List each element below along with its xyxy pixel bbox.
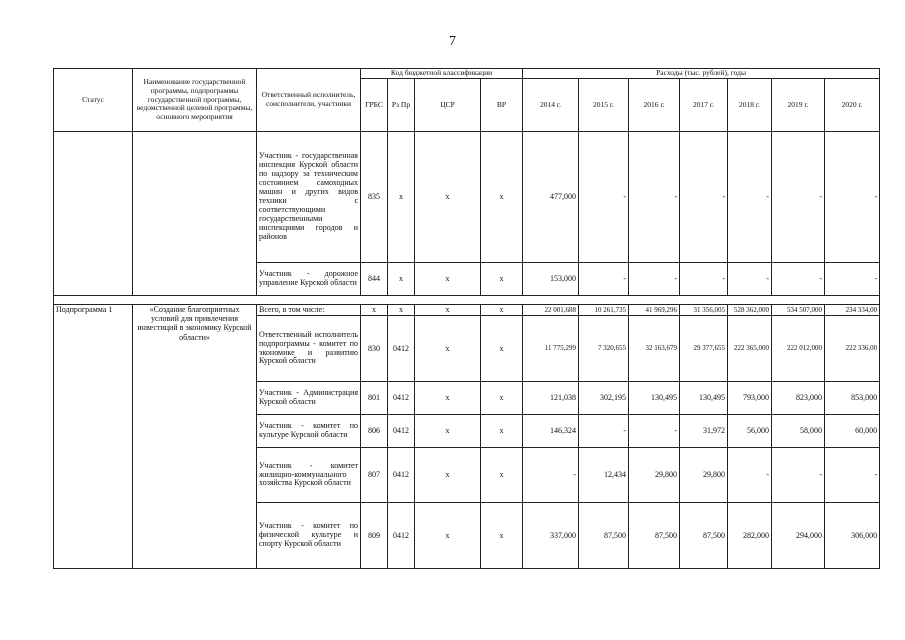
value-cell: - [579, 415, 629, 448]
participant-cell: Участник - комитет по культуре Курской области [257, 415, 361, 448]
value-cell: 87,500 [629, 503, 680, 569]
rzpr-cell: 0412 [388, 503, 415, 569]
subprogram-total-row [54, 305, 880, 316]
subprogram-status: Подпрограмма 1 [54, 305, 133, 569]
vr-cell: x [481, 132, 523, 263]
rzpr-cell: 0412 [388, 382, 415, 415]
rzpr-cell: 0412 [388, 448, 415, 503]
csr-cell: x [415, 132, 481, 263]
value-cell: 41 969,296 [629, 305, 680, 316]
header-year-2015: 2015 г. [579, 79, 629, 132]
grbs-cell: 835 [361, 132, 388, 263]
value-cell: 337,000 [523, 503, 579, 569]
value-cell: - [772, 263, 825, 296]
value-cell: - [629, 263, 680, 296]
value-cell: - [728, 132, 772, 263]
value-cell: - [728, 448, 772, 503]
value-cell: - [680, 263, 728, 296]
header-year-2016: 2016 г. [629, 79, 680, 132]
value-cell: 121,038 [523, 382, 579, 415]
value-cell: 477,000 [523, 132, 579, 263]
grbs-cell: 809 [361, 503, 388, 569]
value-cell: 31 356,005 [680, 305, 728, 316]
value-cell: 294,000 [772, 503, 825, 569]
csr-cell: x [415, 415, 481, 448]
value-cell: - [629, 415, 680, 448]
value-cell: 31,972 [680, 415, 728, 448]
grbs-cell: 806 [361, 415, 388, 448]
value-cell: 234 334,00 [825, 305, 880, 316]
header-year-2017: 2017 г. [680, 79, 728, 132]
value-cell: 130,495 [680, 382, 728, 415]
value-cell: - [825, 263, 880, 296]
csr-cell: x [415, 448, 481, 503]
header-vr: ВР [481, 79, 523, 132]
value-cell: 22 001,688 [523, 305, 579, 316]
value-cell: - [523, 448, 579, 503]
value-cell: 29,800 [680, 448, 728, 503]
grbs-cell: x [361, 305, 388, 316]
subprogram-name: «Создание благоприятных условий для привлечения инвестиций в экономику Курской области» [133, 305, 257, 569]
rzpr-cell: x [388, 263, 415, 296]
header-year-2020: 2020 г. [825, 79, 880, 132]
value-cell: - [579, 132, 629, 263]
value-cell: 146,324 [523, 415, 579, 448]
csr-cell: x [415, 382, 481, 415]
status-cell-empty [54, 132, 133, 296]
header-name: Наименование государственной программы, подпрограммы государственной программы, ведомственной целевой программы, основного мероприятия [133, 69, 257, 132]
value-cell: 222 365,000 [728, 316, 772, 382]
separator-row [54, 296, 880, 305]
value-cell: 56,000 [728, 415, 772, 448]
total-label: Всего, в том числе: [257, 305, 361, 316]
vr-cell: x [481, 382, 523, 415]
header-year-2019: 2019 г. [772, 79, 825, 132]
grbs-cell: 801 [361, 382, 388, 415]
csr-cell: x [415, 263, 481, 296]
header-budget-code: Код бюджетной классификации [361, 69, 523, 79]
value-cell: - [728, 263, 772, 296]
value-cell: 87,500 [579, 503, 629, 569]
vr-cell: x [481, 415, 523, 448]
participant-cell: Участник - комитет жилищно-коммунального хозяйства Курской области [257, 448, 361, 503]
value-cell: 130,495 [629, 382, 680, 415]
rzpr-cell: x [388, 305, 415, 316]
vr-cell: x [481, 448, 523, 503]
value-cell: 60,000 [825, 415, 880, 448]
grbs-cell: 807 [361, 448, 388, 503]
page-number: 7 [449, 34, 456, 49]
value-cell: 32 163,679 [629, 316, 680, 382]
value-cell: 222 012,000 [772, 316, 825, 382]
value-cell: 29,800 [629, 448, 680, 503]
value-cell: 302,195 [579, 382, 629, 415]
table-row [54, 132, 880, 263]
csr-cell: x [415, 305, 481, 316]
header-status: Статус [54, 69, 133, 132]
csr-cell: x [415, 503, 481, 569]
value-cell: - [579, 263, 629, 296]
header-grbs: ГРБС [361, 79, 388, 132]
value-cell: 58,000 [772, 415, 825, 448]
name-cell-empty [133, 132, 257, 296]
value-cell: - [772, 132, 825, 263]
value-cell: 29 377,655 [680, 316, 728, 382]
value-cell: 87,500 [680, 503, 728, 569]
rzpr-cell: 0412 [388, 415, 415, 448]
vr-cell: x [481, 263, 523, 296]
value-cell: - [629, 132, 680, 263]
value-cell: 853,000 [825, 382, 880, 415]
participant-cell: Участник - государственная инспекция Курской области по надзору за техническим состоянием самоходных машин и других видов техники с соответствующими государственными инспекциями городов и районов [257, 132, 361, 263]
header-year-2018: 2018 г. [728, 79, 772, 132]
header-csr: ЦСР [415, 79, 481, 132]
separator-cell [54, 296, 880, 305]
header-expenses: Расходы (тыс. рублей), годы [523, 69, 880, 79]
value-cell: 10 261,735 [579, 305, 629, 316]
header-rzpr: Рз Пр [388, 79, 415, 132]
rzpr-cell: x [388, 132, 415, 263]
value-cell: 823,000 [772, 382, 825, 415]
value-cell: - [772, 448, 825, 503]
vr-cell: x [481, 316, 523, 382]
csr-cell: x [415, 316, 481, 382]
grbs-cell: 830 [361, 316, 388, 382]
value-cell: 534 507,000 [772, 305, 825, 316]
value-cell: 153,000 [523, 263, 579, 296]
value-cell: 222 336,00 [825, 316, 880, 382]
header-row-1 [54, 69, 880, 79]
participant-cell: Участник - дорожное управление Курской области [257, 263, 361, 296]
grbs-cell: 844 [361, 263, 388, 296]
value-cell: 11 775,299 [523, 316, 579, 382]
value-cell: 7 320,655 [579, 316, 629, 382]
header-responsible: Ответственный исполнитель, соисполнители, участники [257, 69, 361, 132]
vr-cell: x [481, 503, 523, 569]
participant-cell: Ответственный исполнитель подпрограммы - комитет по экономике и развитию Курской области [257, 316, 361, 382]
value-cell: 528 362,000 [728, 305, 772, 316]
header-year-2014: 2014 г. [523, 79, 579, 132]
value-cell: 282,000 [728, 503, 772, 569]
vr-cell: x [481, 305, 523, 316]
value-cell: - [825, 448, 880, 503]
budget-table [53, 68, 880, 569]
participant-cell: Участник - Администрация Курской области [257, 382, 361, 415]
participant-cell: Участник - комитет по физической культуре и спорту Курской области [257, 503, 361, 569]
value-cell: 306,000 [825, 503, 880, 569]
value-cell: - [680, 132, 728, 263]
rzpr-cell: 0412 [388, 316, 415, 382]
value-cell: 793,000 [728, 382, 772, 415]
value-cell: 12,434 [579, 448, 629, 503]
value-cell: - [825, 132, 880, 263]
